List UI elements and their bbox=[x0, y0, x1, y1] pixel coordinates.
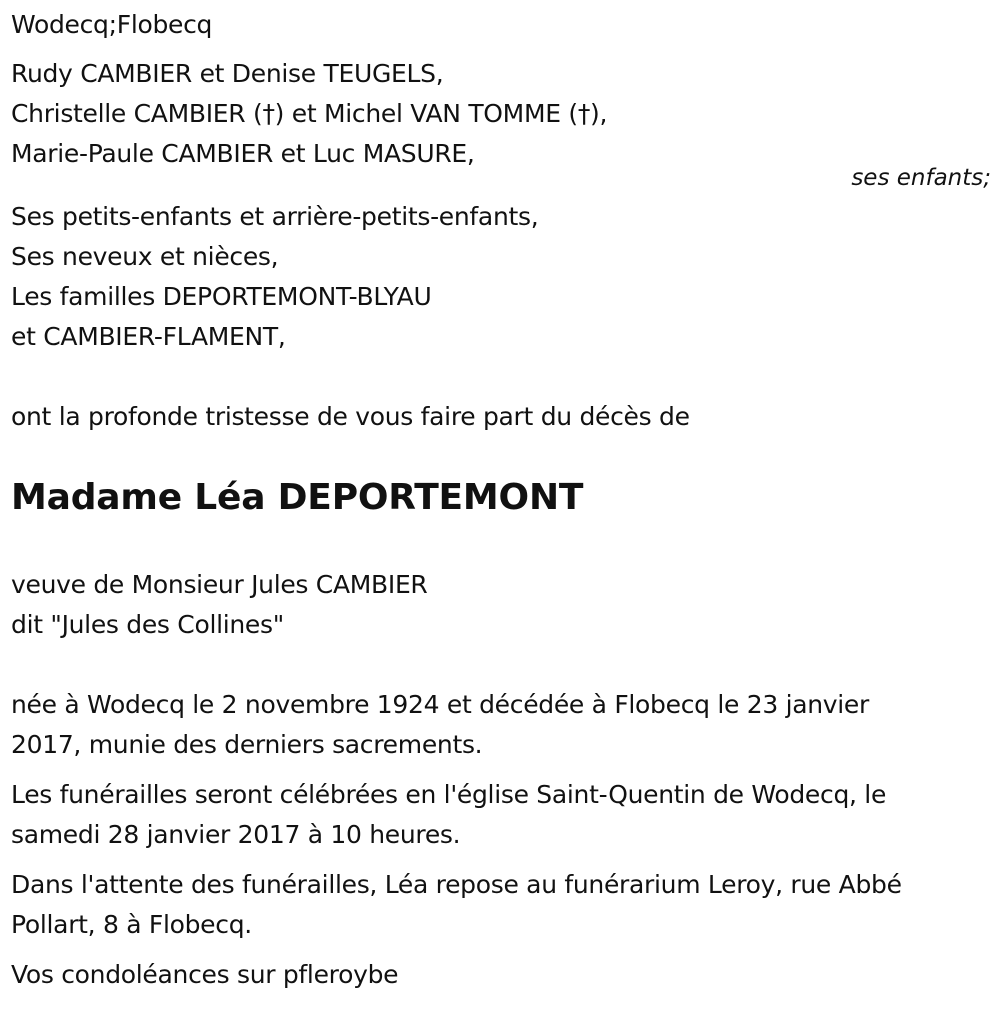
funeral-line-1: Les funérailles seront célébrées en l'église Saint-Quentin de Wodecq, le bbox=[11, 780, 887, 809]
family-line-4: et CAMBIER-FLAMENT, bbox=[11, 322, 286, 351]
locality-line: Wodecq;Flobecq bbox=[11, 10, 213, 39]
family-line-3: Les familles DEPORTEMONT-BLYAU bbox=[11, 282, 432, 311]
announcement-line: ont la profonde tristesse de vous faire part du décès de bbox=[11, 402, 690, 431]
rest-line-2: Pollart, 8 à Flobecq. bbox=[11, 910, 252, 939]
children-role-label: ses enfants; bbox=[851, 165, 991, 191]
family-line-2: Ses neveux et nièces, bbox=[11, 242, 279, 271]
birth-death-line-1: née à Wodecq le 2 novembre 1924 et décédée à Flobecq le 23 janvier bbox=[11, 690, 869, 719]
condolences-line: Vos condoléances sur pfleroybe bbox=[11, 960, 399, 989]
widow-of-line: veuve de Monsieur Jules CAMBIER bbox=[11, 570, 428, 599]
child-line-1: Rudy CAMBIER et Denise TEUGELS, bbox=[11, 59, 444, 88]
rest-line-1: Dans l'attente des funérailles, Léa repose au funérarium Leroy, rue Abbé bbox=[11, 870, 902, 899]
family-line-1: Ses petits-enfants et arrière-petits-enfants, bbox=[11, 202, 539, 231]
child-line-3: Marie-Paule CAMBIER et Luc MASURE, bbox=[11, 139, 475, 168]
nickname-line: dit "Jules des Collines" bbox=[11, 610, 284, 639]
child-line-2: Christelle CAMBIER (†) et Michel VAN TOMME (†), bbox=[11, 99, 608, 128]
funeral-line-2: samedi 28 janvier 2017 à 10 heures. bbox=[11, 820, 461, 849]
birth-death-line-2: 2017, munie des derniers sacrements. bbox=[11, 730, 483, 759]
deceased-name: Madame Léa DEPORTEMONT bbox=[11, 477, 584, 518]
